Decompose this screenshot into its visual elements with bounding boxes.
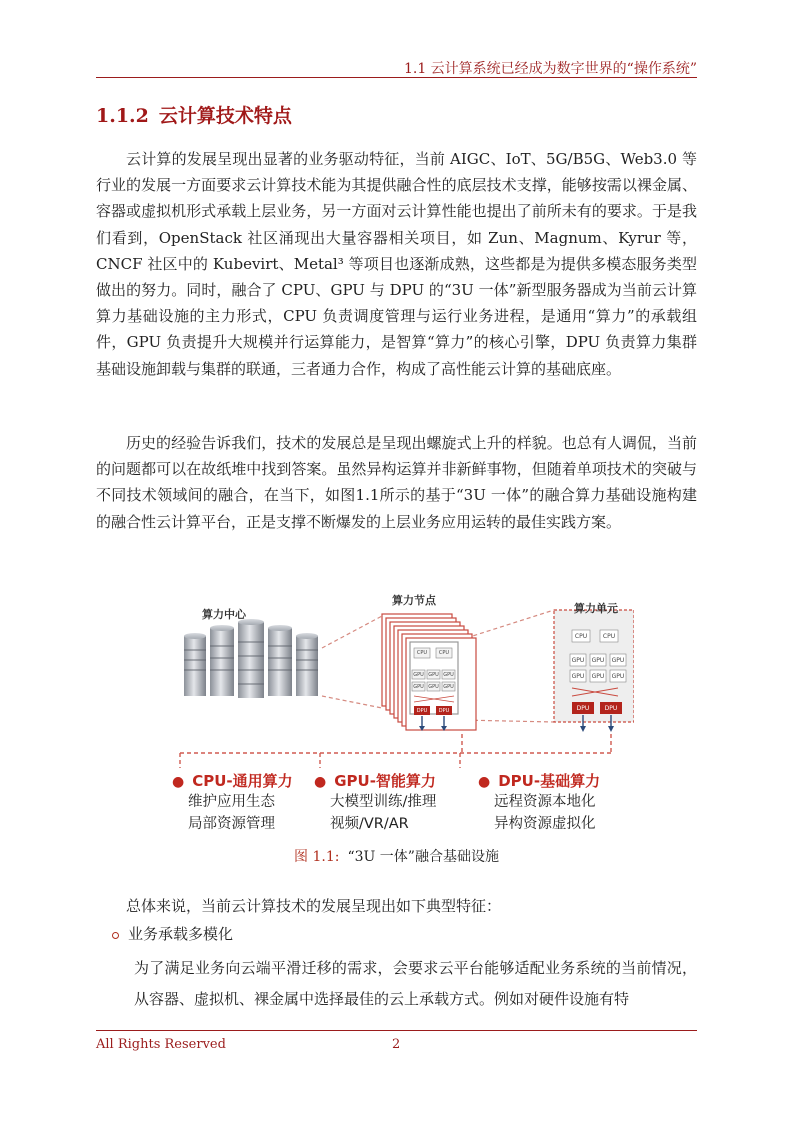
chip-label-gpu: GPU xyxy=(428,672,439,678)
bullet-dot-icon: ● xyxy=(314,774,327,790)
legend-line: 异构资源虚拟化 xyxy=(494,816,596,832)
chip-label-dpu: DPU xyxy=(604,705,618,712)
legend-line: 远程资源本地化 xyxy=(494,794,596,810)
chip-label-gpu: GPU xyxy=(591,657,605,664)
bullet-dot-icon: ● xyxy=(172,774,185,790)
chip-label-gpu: GPU xyxy=(571,673,585,680)
chip-label-gpu: GPU xyxy=(611,673,625,680)
chip-label-dpu: DPU xyxy=(576,705,590,712)
chip-label-cpu: CPU xyxy=(416,650,428,656)
legend-column-cpu xyxy=(172,770,293,835)
chip-label-gpu: GPU xyxy=(428,684,439,690)
body-paragraph-2: 历史的经验告诉我们，技术的发展总是呈现出螺旋式上升的样貌。也总有人调侃，当前的问题都可以在故纸堆中找到答案。虽然异构运算并非新鲜事物，但随着单项技术的突破与不同技术领域间的融合，在当下，如图1.1所示的基于“3U 一体”的融合算力基础设施构建的融合性云计算平台，正是支撑不断爆发的上层业务应用运转的最佳实践方案。 xyxy=(96,434,697,531)
caption-text: “3U 一体”融合基础设施 xyxy=(347,849,499,865)
chip-label-gpu: GPU xyxy=(591,673,605,680)
legend-column-dpu xyxy=(478,770,600,835)
section-title: 云计算技术特点 xyxy=(158,105,292,127)
chip-label-gpu: GPU xyxy=(443,672,454,678)
body-paragraph-3: 总体来说，当前云计算技术的发展呈现出如下典型特征： xyxy=(126,897,502,915)
section-number: 1.1.2 xyxy=(96,105,149,127)
label-compute-node: 算力节点 xyxy=(392,594,436,607)
bullet-dot-icon: ● xyxy=(478,774,491,790)
bullet-description: 为了满足业务向云端平滑迁移的需求，会要求云平台能够适配业务系统的当前情况，从容器、虚拟机、裸金属中选择最佳的云上承载方式。例如对硬件设施有特 xyxy=(134,959,697,1008)
chip-label-cpu: CPU xyxy=(574,633,588,640)
chip-label-dpu: DPU xyxy=(416,708,428,714)
chip-label-gpu: GPU xyxy=(611,657,625,664)
page-number: 2 xyxy=(392,1037,401,1052)
legend-title-gpu: ● GPU-智能算力 xyxy=(314,772,436,790)
legend-line: 维护应用生态 xyxy=(188,794,275,810)
chip-label-gpu: GPU xyxy=(571,657,585,664)
figure-caption xyxy=(96,846,697,866)
section-heading xyxy=(96,101,292,128)
legend-title-dpu: ● DPU-基础算力 xyxy=(478,772,601,790)
legend-line: 视频/VR/AR xyxy=(330,816,409,832)
legend-line: 大模型训练/推理 xyxy=(330,794,437,810)
chip-label-cpu: CPU xyxy=(602,633,616,640)
legend-title-cpu: ● CPU-通用算力 xyxy=(172,772,293,790)
legend-bracket xyxy=(180,734,611,768)
body-paragraph-1: 云计算的发展呈现出显著的业务驱动特征，当前 AIGC、IoT、5G/B5G、Web3.0 等行业的发展一方面要求云计算技术能为其提供融合性的底层技术支撑，能够按需以裸金属、容器或虚拟机形式承载上层业务，另一方面对云计算性能也提出了前所未有的要求。于是我们看到，OpenStack 社区涌现出大量容器相关项目，如 Zun、Magnum、Kyrur 等，CNCF 社区中的 Kubevirt、Metal³ 等项目也逐渐成熟，这些都是为提供多模态服务类型做出的努力。同时，融合了 CPU、GPU 与 DPU 的“3U 一体”新型服务器成为当前云计算算力基础设施的主力形式，CPU 负责调度管理与运行业务进程，是通用“算力”的承载组件，GPU 负责提升大规模并行运算能力，是智算“算力”的核心引擎，DPU 负责算力集群基础设施卸载与集群的联通，三者通力合作，构成了高性能云计算的基础底座。 xyxy=(96,150,697,378)
header-rule xyxy=(96,77,697,78)
bullet-circle-icon xyxy=(112,932,119,939)
chip-label-gpu: GPU xyxy=(443,684,454,690)
label-compute-unit: 算力单元 xyxy=(574,602,618,615)
figure-3u-infrastructure xyxy=(160,588,634,840)
caption-number: 图 1.1: xyxy=(294,849,340,865)
chip-label-cpu: CPU xyxy=(438,650,450,656)
chip-label-dpu: DPU xyxy=(438,708,450,714)
label-compute-center: 算力中心 xyxy=(202,608,246,621)
chip-label-gpu: GPU xyxy=(413,684,424,690)
footer-rights: All Rights Reserved xyxy=(96,1037,226,1052)
compute-unit-card xyxy=(554,610,634,732)
server-cluster-icon xyxy=(184,619,318,698)
legend-column-gpu xyxy=(314,770,436,835)
bullet-title: 业务承载多模化 xyxy=(128,925,234,943)
bullet-item xyxy=(112,923,233,944)
chip-label-gpu: GPU xyxy=(413,672,424,678)
legend-line: 局部资源管理 xyxy=(188,816,275,832)
running-header: 1.1 云计算系统已经成为数字世界的“操作系统” xyxy=(403,61,697,77)
footer-rule xyxy=(96,1030,697,1031)
